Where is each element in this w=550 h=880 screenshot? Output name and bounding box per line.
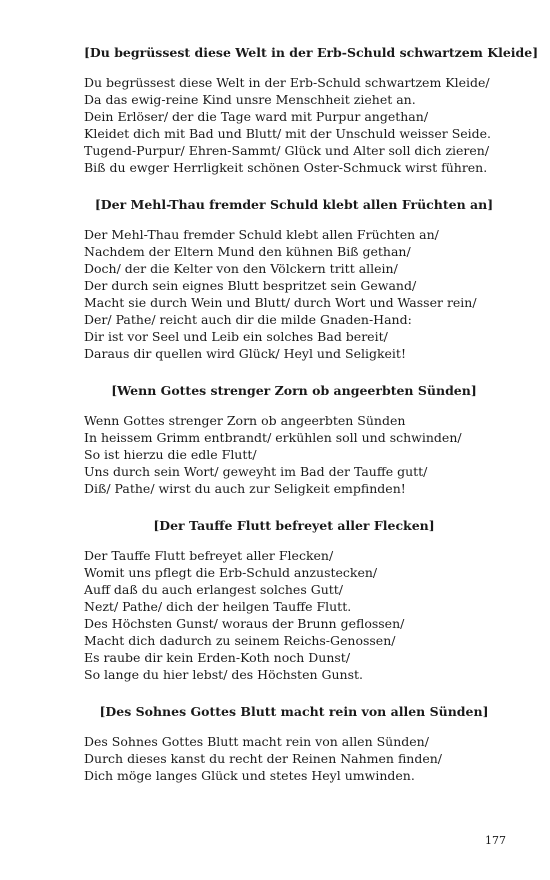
verse-line: Diß/ Pathe/ wirst du auch zur Seligkeit empfinden! (84, 481, 406, 496)
poem-5 (84, 703, 504, 784)
verse-line: Uns durch sein Wort/ geweyht im Bad der Tauffe gutt/ (84, 464, 428, 479)
verse-line: Womit uns pflegt die Erb-Schuld anzustecken/ (84, 565, 378, 580)
stanza-gap (84, 176, 504, 196)
verse-line: Macht dich dadurch zu seinem Reichs-Genossen/ (84, 633, 396, 648)
poem-title: [Der Tauffe Flutt befreyet aller Flecken] (153, 518, 435, 533)
verse-line: Durch dieses kanst du recht der Reinen Nahmen finden/ (84, 751, 442, 766)
verse-line: Dein Erlöser/ der die Tage ward mit Purpur angethan/ (84, 109, 429, 124)
verse-line: Da das ewig-reine Kind unsre Menschheit ziehet an. (84, 92, 416, 107)
verse-line: In heissem Grimm entbrandt/ erkühlen soll und schwinden/ (84, 430, 462, 445)
verse-line: Nachdem der Eltern Mund den kühnen Biß gethan/ (84, 244, 411, 259)
verse-line: Des Höchsten Gunst/ woraus der Brunn geflossen/ (84, 616, 405, 631)
verse-line: Der durch sein eignes Blutt bespritzet sein Gewand/ (84, 278, 417, 293)
verse-line: Biß du ewger Herrligkeit schönen Oster-Schmuck wirst führen. (84, 160, 488, 175)
verse-line: Wenn Gottes strenger Zorn ob angeerbten Sünden (84, 413, 406, 428)
stanza-gap (84, 362, 504, 382)
verse-line: Dich möge langes Glück und stetes Heyl umwinden. (84, 768, 415, 783)
poem-title: [Des Sohnes Gottes Blutt macht rein von allen Sünden] (99, 704, 489, 719)
verse-line: So ist hierzu die edle Flutt/ (84, 447, 257, 462)
verse-line: Der Tauffe Flutt befreyet aller Flecken/ (84, 548, 334, 563)
poem-title: [Wenn Gottes strenger Zorn ob angeerbten Sünden] (111, 383, 477, 398)
verse-line: Tugend-Purpur/ Ehren-Sammt/ Glück und Alter soll dich zieren/ (84, 143, 490, 158)
poem-title: [Der Mehl-Thau fremder Schuld klebt allen Früchten an] (94, 197, 494, 212)
verse-line: So lange du hier lebst/ des Höchsten Gunst. (84, 667, 363, 682)
verse-line: Daraus dir quellen wird Glück/ Heyl und Seligkeit! (84, 346, 406, 361)
verse-line: Macht sie durch Wein und Blutt/ durch Wort und Wasser rein/ (84, 295, 477, 310)
page-number: 177 (485, 834, 506, 847)
verse-line: Es raube dir kein Erden-Koth noch Dunst/ (84, 650, 351, 665)
poem-title: [Du begrüssest diese Welt in der Erb-Schuld schwartzem Kleide] (84, 45, 539, 60)
poem-lines (84, 412, 504, 497)
verse-line: Nezt/ Pathe/ dich der heilgen Tauffe Flutt. (84, 599, 352, 614)
poem-lines (84, 74, 504, 176)
poem-lines (84, 547, 504, 683)
poem-3 (84, 382, 504, 497)
stanza-gap (84, 497, 504, 517)
verse-line: Dir ist vor Seel und Leib ein solches Bad bereit/ (84, 329, 388, 344)
poem-1 (84, 44, 539, 176)
verse-line: Doch/ der die Kelter von den Völckern tritt allein/ (84, 261, 398, 276)
verse-line: Auff daß du auch erlangest solches Gutt/ (84, 582, 344, 597)
verse-line: Des Sohnes Gottes Blutt macht rein von allen Sünden/ (84, 734, 429, 749)
poem-4 (84, 517, 504, 683)
verse-line: Kleidet dich mit Bad und Blutt/ mit der Unschuld weisser Seide. (84, 126, 492, 141)
page-body (84, 44, 539, 784)
stanza-gap (84, 683, 504, 703)
poem-lines (84, 733, 504, 784)
verse-line: Der Mehl-Thau fremder Schuld klebt allen Früchten an/ (84, 227, 439, 242)
verse-line: Der/ Pathe/ reicht auch dir die milde Gnaden-Hand: (84, 312, 412, 327)
poem-lines (84, 226, 504, 362)
verse-line: Du begrüssest diese Welt in der Erb-Schuld schwartzem Kleide/ (84, 75, 490, 90)
poem-2 (84, 196, 504, 362)
